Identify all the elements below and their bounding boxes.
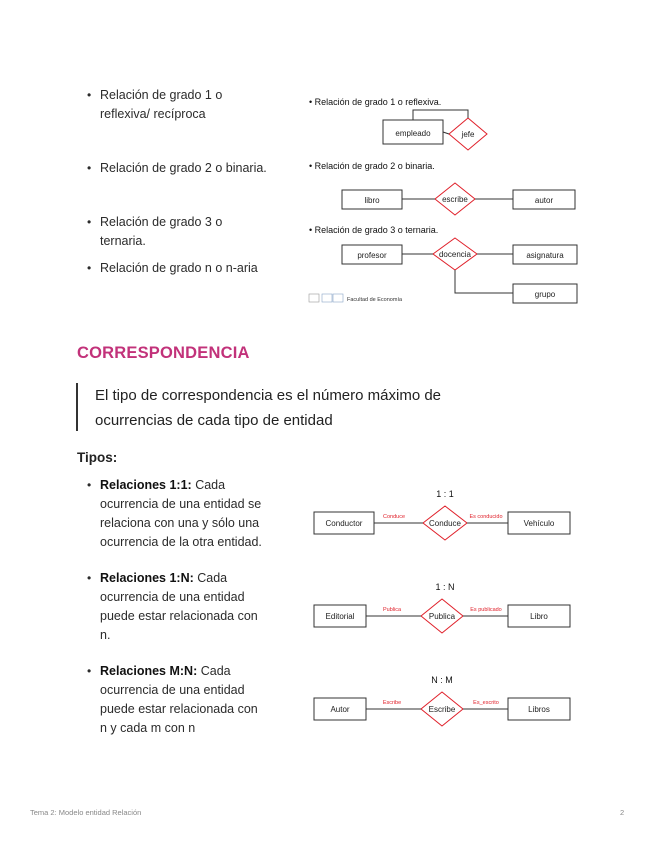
grade1-caption: • Relación de grado 1 o reflexiva. (309, 97, 442, 107)
svg-text:Autor: Autor (330, 705, 350, 714)
svg-text:Es_escrito: Es_escrito (473, 700, 499, 706)
diagram-1-1 (310, 484, 580, 544)
list-item: • Relaciones M:N: Cada ocurrencia de una entidad puede estar relacionada con n y cada m con n (87, 664, 258, 735)
entity-asignatura-label: asignatura (526, 251, 564, 260)
relation-jefe-label: jefe (461, 130, 475, 139)
entity-empleado-label: empleado (395, 129, 431, 138)
quote-block: El tipo de correspondencia es el número máximo de ocurrencias de cada tipo de entidad (95, 387, 442, 429)
logo-icon (322, 294, 332, 302)
tipos-heading: Tipos: (77, 450, 118, 465)
cardinality-label: 1 : N (435, 582, 455, 592)
svg-text:Editorial: Editorial (325, 612, 355, 621)
page-number: 2 (620, 808, 625, 817)
section-title: CORRESPONDENCIA (77, 344, 250, 362)
svg-text:Libro: Libro (530, 612, 548, 621)
cardinality-label: N : M (431, 675, 453, 685)
list-item: • Relación de grado 3 o ternaria. (87, 215, 223, 248)
svg-text:Escribe: Escribe (382, 700, 402, 706)
list-item: • Relación de grado 2 o binaria. (87, 161, 267, 175)
entity-grupo-label: grupo (534, 290, 556, 299)
svg-text:Es conducido: Es conducido (469, 514, 503, 520)
relation-escribe-label: escribe (442, 195, 468, 204)
entity-libro-label: libro (364, 196, 380, 205)
credit-text: Facultad de Economía (347, 297, 403, 303)
grade2-caption: • Relación de grado 2 o binaria. (309, 161, 435, 171)
logo-icon (309, 294, 319, 302)
list-item: • Relaciones 1:1: Cada ocurrencia de una entidad se relaciona con una y sólo una ocurrencia de la otra entidad. (87, 478, 262, 549)
diagram-m-n (310, 670, 580, 730)
svg-text:Escribe: Escribe (428, 705, 456, 714)
svg-text:Conductor: Conductor (325, 519, 363, 528)
svg-text:Libros: Libros (528, 705, 550, 714)
svg-text:Vehículo: Vehículo (523, 519, 555, 528)
list-item: • Relación de grado n o n-aria (87, 261, 258, 275)
svg-text:Conduce: Conduce (428, 519, 462, 528)
entity-autor-label: autor (534, 196, 554, 205)
svg-text:Publica: Publica (382, 607, 402, 613)
list-item: • Relación de grado 1 o reflexiva/ recíproca (87, 88, 223, 121)
cardinality-label: 1 : 1 (436, 489, 454, 499)
er-degree-diagrams (305, 92, 590, 307)
relation-docencia-label: docencia (438, 250, 472, 259)
grade3-caption: • Relación de grado 3 o ternaria. (309, 225, 439, 235)
quote-bar (76, 383, 78, 431)
entity-profesor-label: profesor (357, 251, 387, 260)
logo-icon (333, 294, 343, 302)
svg-text:Publica: Publica (428, 612, 456, 621)
svg-text:Conduce: Conduce (382, 514, 406, 520)
list-item: • Relaciones 1:N: Cada ocurrencia de una entidad puede estar relacionada con n. (87, 571, 258, 642)
diagram-1-n (310, 577, 580, 637)
svg-text:Es publicado: Es publicado (470, 607, 502, 613)
footer-title: Tema 2: Modelo entidad Relación (30, 808, 142, 817)
